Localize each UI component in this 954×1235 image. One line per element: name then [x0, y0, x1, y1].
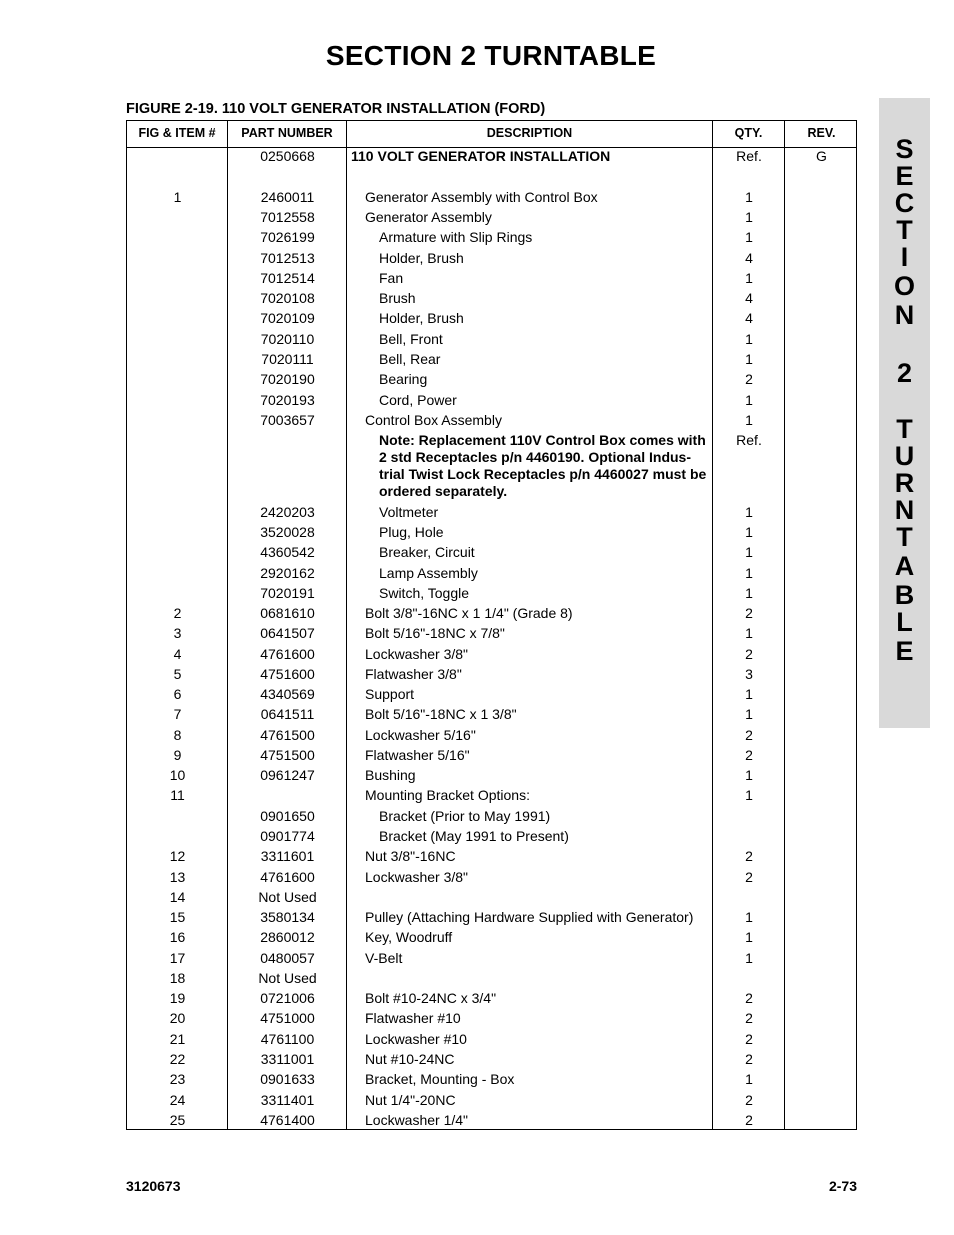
qty-cell: 2 — [745, 371, 753, 387]
part-number-cell: Not Used — [258, 889, 317, 905]
qty-cell: 2 — [745, 646, 753, 662]
part-number-cell: 4751600 — [260, 666, 315, 682]
qty-cell: 2 — [745, 1031, 753, 1047]
part-number-cell: 3580134 — [260, 909, 315, 925]
qty-cell: 1 — [745, 270, 753, 286]
side-tab-letter: E — [895, 636, 914, 666]
fig-item-cell: 16 — [169, 929, 186, 945]
fig-item-cell: 7 — [173, 706, 182, 722]
part-number-cell: 3311601 — [260, 848, 315, 864]
part-number-cell: 7012514 — [260, 270, 315, 286]
side-tab-letter: C — [894, 188, 915, 218]
description-cell: Holder, Brush — [379, 250, 464, 266]
fig-item-cell: 13 — [169, 869, 186, 885]
description-cell: V-Belt — [365, 950, 403, 966]
description-cell: Armature with Slip Rings — [379, 229, 533, 245]
qty-cell: 2 — [745, 1051, 753, 1067]
qty-cell: 2 — [745, 990, 753, 1006]
side-tab-letter: B — [894, 580, 915, 610]
part-number-cell: 2420203 — [260, 504, 315, 520]
qty-cell: 2 — [745, 1112, 753, 1128]
part-number-cell: 7012558 — [260, 209, 315, 225]
part-number-cell: 0681610 — [260, 605, 315, 621]
qty-cell: 2 — [745, 605, 753, 621]
part-number-cell: 0641511 — [260, 706, 315, 722]
part-number-cell: 4761600 — [260, 646, 315, 662]
qty-cell: 1 — [745, 767, 753, 783]
qty-cell: 2 — [745, 848, 753, 864]
fig-item-cell: 5 — [173, 666, 182, 682]
side-tab-letter: T — [896, 522, 913, 552]
rev-cell: G — [816, 148, 827, 164]
parts-table — [126, 120, 857, 1130]
fig-item-cell: 8 — [173, 727, 182, 743]
description-cell: Lockwasher 5/16" — [365, 727, 476, 743]
part-number-cell: 7020111 — [261, 351, 314, 367]
qty-cell: 1 — [745, 331, 753, 347]
fig-item-cell: 22 — [169, 1051, 186, 1067]
fig-item-cell: 18 — [169, 970, 186, 986]
fig-item-cell: 19 — [169, 990, 186, 1006]
part-number-cell: 4360542 — [260, 544, 315, 560]
qty-cell: 1 — [745, 189, 753, 205]
qty-cell: 1 — [745, 929, 753, 945]
part-number-cell: 7020109 — [260, 310, 315, 326]
side-tab-letter: T — [896, 414, 913, 444]
description-cell: Key, Woodruff — [365, 929, 453, 945]
description-cell: Pulley (Attaching Hardware Supplied with Generator) — [365, 909, 694, 925]
side-tab-letter: 2 — [896, 358, 913, 388]
side-tab-letter: N — [894, 495, 915, 525]
qty-cell: 2 — [745, 1092, 753, 1108]
fig-item-cell: 11 — [170, 787, 185, 803]
side-tab-letter: R — [894, 468, 915, 498]
part-number-cell: 0901633 — [260, 1071, 315, 1087]
part-number-cell: 0901774 — [260, 828, 315, 844]
fig-item-cell: 24 — [169, 1092, 186, 1108]
qty-cell: 1 — [745, 585, 753, 601]
part-number-cell: 0901650 — [260, 808, 315, 824]
description-cell: Flatwasher 3/8" — [365, 666, 462, 682]
side-tab-letter: O — [893, 271, 915, 301]
part-number-cell: 7020108 — [260, 290, 315, 306]
description-cell: Plug, Hole — [379, 524, 444, 540]
column-header-part-number: PART NUMBER — [241, 126, 333, 140]
description-cell: Lamp Assembly — [379, 565, 478, 581]
description-cell: Holder, Brush — [379, 310, 464, 326]
description-cell: Mounting Bracket Options: — [365, 787, 530, 803]
qty-cell: 1 — [745, 909, 753, 925]
description-cell: Switch, Toggle — [379, 585, 470, 601]
qty-cell: 2 — [745, 747, 753, 763]
description-cell: Generator Assembly — [365, 209, 492, 225]
qty-cell: Ref. — [736, 432, 762, 448]
description-cell: Note: Replacement 110V Control Box comes with 2 std Receptacles p/n 4460190. Optional Indus-trial Twist Lock Receptacles p/n 4460027 must be ordered separately. — [379, 432, 707, 499]
description-cell: Generator Assembly with Control Box — [365, 189, 598, 205]
column-header-qty: QTY. — [734, 126, 763, 140]
qty-cell: 1 — [745, 392, 753, 408]
part-number-cell: 7020193 — [260, 392, 315, 408]
qty-cell: 1 — [745, 351, 753, 367]
side-tab-letter: E — [895, 161, 914, 191]
fig-item-cell: 15 — [169, 909, 186, 925]
qty-cell: 1 — [745, 544, 753, 560]
figure-title: FIGURE 2-19. 110 VOLT GENERATOR INSTALLATION (FORD) — [126, 101, 546, 117]
description-cell: Nut #10-24NC — [365, 1051, 455, 1067]
side-tab-letter: I — [900, 242, 909, 272]
qty-cell: 2 — [745, 869, 753, 885]
description-cell: Flatwasher #10 — [365, 1010, 461, 1026]
fig-item-cell: 20 — [169, 1010, 186, 1026]
part-number-cell: Not Used — [258, 970, 317, 986]
part-number-cell: 2860012 — [260, 929, 315, 945]
description-cell: Lockwasher 1/4" — [365, 1112, 469, 1128]
part-number-cell: 7020191 — [260, 585, 315, 601]
column-header-description: DESCRIPTION — [486, 126, 573, 140]
description-cell: Control Box Assembly — [365, 412, 502, 428]
qty-cell: Ref. — [736, 148, 762, 164]
fig-item-cell: 4 — [173, 646, 182, 662]
qty-cell: 1 — [745, 229, 753, 245]
part-number-cell: 3311401 — [260, 1092, 315, 1108]
part-number-cell: 4761500 — [260, 727, 315, 743]
part-number-cell: 4761600 — [260, 869, 315, 885]
description-cell: Breaker, Circuit — [379, 544, 475, 560]
qty-cell: 1 — [745, 209, 753, 225]
part-number-cell: 7003657 — [260, 412, 315, 428]
fig-item-cell: 3 — [173, 625, 182, 641]
part-number-cell: 3520028 — [260, 524, 315, 540]
description-cell: Lockwasher 3/8" — [365, 869, 469, 885]
column-header-fig: FIG & ITEM # — [138, 126, 216, 140]
part-number-cell: 0961247 — [260, 767, 315, 783]
part-number-cell: 2460011 — [260, 189, 315, 205]
part-number-cell: 0480057 — [260, 950, 315, 966]
part-number-cell: 7020190 — [260, 371, 315, 387]
section-title: SECTION 2 TURNTABLE — [325, 40, 657, 71]
description-cell: Fan — [379, 270, 404, 286]
qty-cell: 1 — [745, 524, 753, 540]
part-number-cell: 4761100 — [260, 1031, 315, 1047]
qty-cell: 4 — [745, 250, 753, 266]
description-cell: Bearing — [379, 371, 428, 387]
qty-cell: 4 — [745, 310, 753, 326]
side-tab-letter: L — [896, 607, 913, 637]
part-number-cell: 0721006 — [260, 990, 315, 1006]
page-number: 2-73 — [828, 1178, 857, 1194]
description-cell: Bolt 5/16"-18NC x 1 3/8" — [365, 706, 517, 722]
fig-item-cell: 17 — [169, 950, 186, 966]
qty-cell: 4 — [745, 290, 753, 306]
part-number-cell: 7012513 — [260, 250, 315, 266]
part-number-cell: 2920162 — [260, 565, 315, 581]
description-cell: Bushing — [365, 767, 416, 783]
side-tab-letter: N — [894, 300, 915, 330]
part-number-cell: 7020110 — [260, 331, 315, 347]
description-cell: Lockwasher 3/8" — [365, 646, 469, 662]
part-number-cell: 4761400 — [260, 1112, 315, 1128]
description-cell: Bolt 3/8"-16NC x 1 1/4" (Grade 8) — [365, 605, 573, 621]
fig-item-cell: 6 — [173, 686, 182, 702]
fig-item-cell: 14 — [169, 889, 186, 905]
fig-item-cell: 23 — [169, 1071, 186, 1087]
fig-item-cell: 1 — [173, 189, 182, 205]
description-cell: Bell, Rear — [379, 351, 441, 367]
description-cell: Support — [365, 686, 415, 702]
description-cell: 110 VOLT GENERATOR INSTALLATION — [351, 148, 611, 164]
description-cell: Voltmeter — [379, 504, 439, 520]
fig-item-cell: 25 — [169, 1112, 186, 1128]
qty-cell: 1 — [745, 565, 753, 581]
description-cell: Bell, Front — [379, 331, 443, 347]
description-cell: Bolt #10-24NC x 3/4" — [365, 990, 497, 1006]
qty-cell: 1 — [745, 625, 753, 641]
qty-cell: 1 — [745, 706, 753, 722]
description-cell: Cord, Power — [379, 392, 457, 408]
fig-item-cell: 10 — [169, 767, 186, 783]
column-header-rev: REV. — [807, 126, 836, 140]
qty-cell: 1 — [745, 950, 753, 966]
description-cell: Brush — [379, 290, 416, 306]
part-number-cell: 0250668 — [260, 148, 315, 164]
qty-cell: 2 — [745, 727, 753, 743]
qty-cell: 3 — [745, 666, 753, 682]
qty-cell: 2 — [745, 1010, 753, 1026]
description-cell: Bracket, Mounting - Box — [365, 1071, 515, 1087]
description-cell: Lockwasher #10 — [365, 1031, 467, 1047]
description-cell: Bracket (May 1991 to Present) — [379, 828, 569, 844]
part-number-cell: 7026199 — [260, 229, 315, 245]
fig-item-cell: 12 — [169, 848, 186, 864]
part-number-cell: 4340569 — [260, 686, 315, 702]
document-number: 3120673 — [126, 1178, 181, 1194]
qty-cell: 1 — [745, 504, 753, 520]
part-number-cell: 0641507 — [260, 625, 315, 641]
description-cell: Bracket (Prior to May 1991) — [379, 808, 551, 824]
fig-item-cell: 2 — [173, 605, 182, 621]
qty-cell: 1 — [745, 686, 753, 702]
side-tab-letter: S — [895, 134, 914, 164]
qty-cell: 1 — [745, 787, 753, 803]
qty-cell: 1 — [745, 412, 753, 428]
part-number-cell: 3311001 — [260, 1051, 315, 1067]
side-tab-letter: A — [894, 551, 915, 581]
description-cell: Flatwasher 5/16" — [365, 747, 470, 763]
side-tab-letter: T — [896, 215, 913, 245]
part-number-cell: 4751500 — [260, 747, 315, 763]
fig-item-cell: 21 — [169, 1031, 186, 1047]
section-side-tab — [879, 98, 930, 728]
description-cell: Bolt 5/16"-18NC x 7/8" — [365, 625, 505, 641]
side-tab-letter: U — [894, 441, 915, 471]
part-number-cell: 4751000 — [260, 1010, 315, 1026]
description-cell: Nut 3/8"-16NC — [365, 848, 456, 864]
qty-cell: 1 — [745, 1071, 753, 1087]
fig-item-cell: 9 — [173, 747, 182, 763]
description-cell: Nut 1/4"-20NC — [365, 1092, 456, 1108]
